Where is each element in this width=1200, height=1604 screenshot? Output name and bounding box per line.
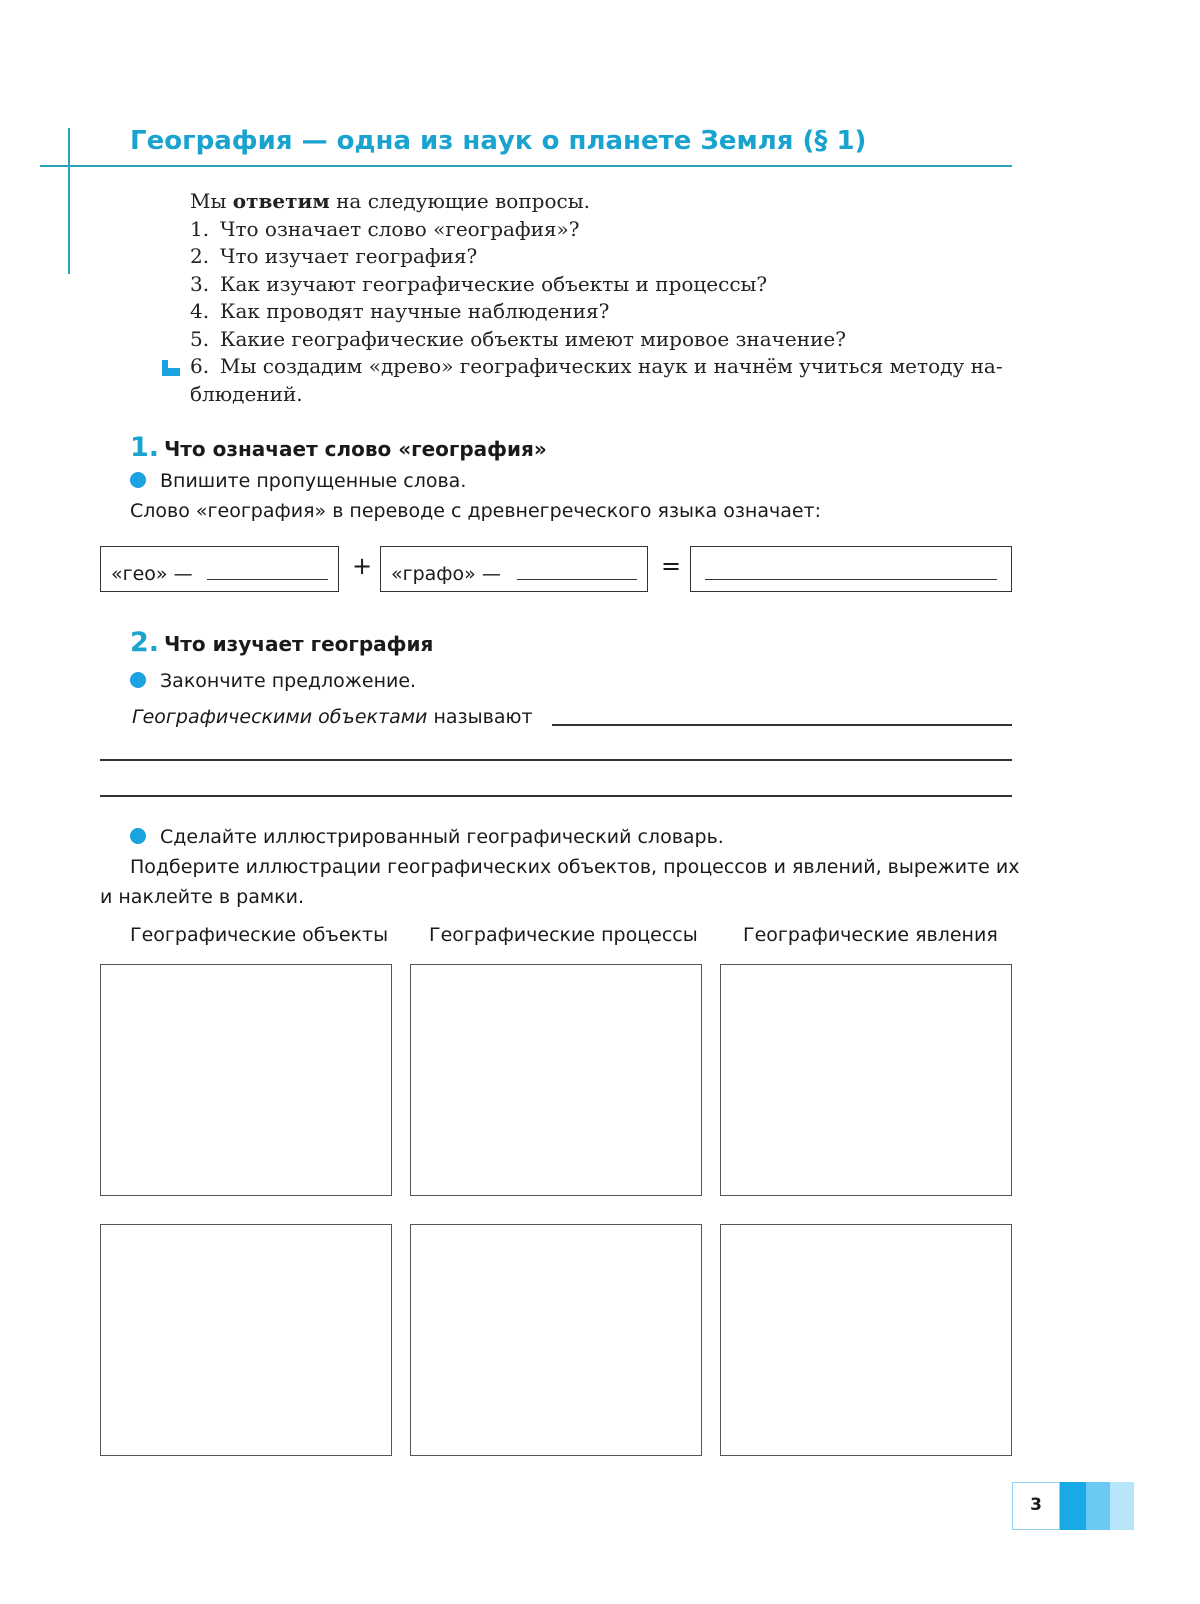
intro-question: 3. Как изучают географические объекты и процессы?: [190, 271, 768, 296]
illustration-frame[interactable]: [100, 1224, 392, 1456]
section-1-heading: [130, 432, 547, 463]
column-label-objects: Географические объекты: [130, 924, 389, 946]
page-tab-stripe: [1060, 1482, 1086, 1530]
bullet-dot-icon: [130, 828, 146, 844]
flag-marker-icon: [162, 360, 180, 376]
answer-line[interactable]: [552, 724, 1012, 726]
bullet-dot-icon: [130, 672, 146, 688]
section-title: Что изучает география: [164, 632, 434, 656]
page-tab-stripe: [1086, 1482, 1110, 1530]
illustration-frame[interactable]: [410, 964, 702, 1196]
page-title: География — одна из наук о планете Земля (§ 1): [130, 126, 867, 156]
header-rule: [40, 165, 1012, 167]
intro-question: 5. Какие географические объекты имеют мировое значение?: [190, 326, 846, 351]
blank-line: [705, 579, 997, 580]
answer-line[interactable]: [100, 759, 1012, 761]
illustration-frame[interactable]: [720, 1224, 1012, 1456]
section-title: Что означает слово «география»: [164, 437, 547, 461]
task-instruction: Сделайте иллюстрированный географический словарь.: [130, 826, 724, 848]
intro-question: 1. Что означает слово «география»?: [190, 216, 580, 241]
instruction-text: Подберите иллюстрации географических объектов, процессов и явлений, вырежите их: [130, 856, 1020, 878]
task-instruction: Впишите пропущенные слова.: [130, 470, 466, 492]
blank-line: [517, 579, 637, 580]
answer-box-geo[interactable]: «гео» —: [100, 546, 339, 592]
answer-box-grapho[interactable]: «графо» —: [380, 546, 648, 592]
intro-lead: Мы ответим на следующие вопросы.: [190, 189, 590, 213]
intro-question: 2. Что изучает география?: [190, 244, 478, 268]
plus-sign: +: [352, 552, 373, 580]
illustration-frame[interactable]: [720, 964, 1012, 1196]
task-instruction: Закончите предложение.: [130, 670, 416, 692]
intro-question: 4. Как проводят научные наблюдения?: [190, 299, 610, 323]
bullet-dot-icon: [130, 472, 146, 488]
margin-vertical-rule: [68, 128, 70, 274]
sentence-start: Географическими объектами называют: [132, 706, 533, 728]
column-label-processes: Географические процессы: [429, 924, 698, 946]
illustration-frame[interactable]: [100, 964, 392, 1196]
section-number: 2.: [130, 627, 160, 658]
section-number: 1.: [130, 432, 160, 463]
intro-question-continuation: блюдений.: [190, 381, 303, 406]
section-2-heading: [130, 627, 433, 658]
answer-line[interactable]: [100, 795, 1012, 797]
intro-block: [190, 188, 1012, 408]
equals-sign: =: [661, 552, 682, 580]
instruction-text: и наклейте в рамки.: [100, 886, 305, 908]
illustration-frame[interactable]: [410, 1224, 702, 1456]
page-tab-stripe: [1110, 1482, 1134, 1530]
blank-line: [207, 579, 328, 580]
task-prompt: Слово «география» в переводе с древнегреческого языка означает:: [130, 500, 822, 522]
column-label-phenomena: Географические явления: [743, 924, 998, 946]
page-number: 3: [1012, 1482, 1060, 1530]
answer-box-result[interactable]: [690, 546, 1012, 592]
intro-question: 6. Мы создадим «древо» географических наук и начнём учиться методу на-: [190, 353, 1012, 381]
